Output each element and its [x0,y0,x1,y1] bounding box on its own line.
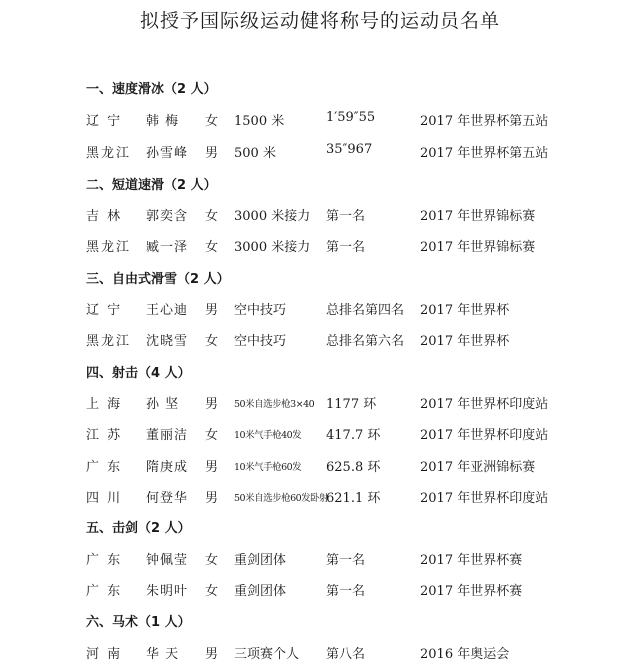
sex-cell: 男 [205,647,219,662]
section-heading: 四、射击（4 人） [86,366,191,381]
province-cell: 辽 宁 [86,303,123,318]
event-cell: 三项赛个人 [234,647,300,662]
result-cell: 第一名 [326,553,366,568]
province-cell: 江 苏 [86,428,123,443]
result-cell: 总排名第四名 [326,303,405,318]
province-cell: 黑龙江 [86,334,132,349]
athlete-name-cell: 孙雪峰 [146,146,189,161]
athlete-name-cell: 韩 梅 [146,114,180,129]
result-cell: 第一名 [326,240,366,255]
result-cell: 35″967 [326,142,373,157]
section-heading: 三、自由式滑雪（2 人） [86,272,230,287]
province-cell: 四 川 [86,491,123,506]
province-cell: 辽 宁 [86,114,123,129]
event-cell: 空中技巧 [234,303,287,318]
competition-cell: 2017 年世界锦标赛 [420,209,536,224]
competition-cell: 2017 年世界杯印度站 [420,397,549,412]
section-heading: 二、短道速滑（2 人） [86,178,217,193]
province-cell: 河 南 [86,647,123,662]
province-cell: 吉 林 [86,209,123,224]
event-cell: 3000 米接力 [234,209,311,224]
sex-cell: 女 [205,209,219,224]
province-cell: 广 东 [86,584,123,599]
result-cell: 第八名 [326,647,366,662]
athlete-row [0,456,640,476]
competition-cell: 2017 年世界杯 [420,303,510,318]
section-heading: 五、击剑（2 人） [86,521,191,536]
sex-cell: 女 [205,428,219,443]
athlete-name-cell: 孙 坚 [146,397,180,412]
sex-cell: 女 [205,584,219,599]
sex-cell: 男 [205,397,219,412]
competition-cell: 2017 年亚洲锦标赛 [420,460,536,475]
sex-cell: 男 [205,460,219,475]
competition-cell: 2017 年世界锦标赛 [420,240,536,255]
competition-cell: 2017 年世界杯第五站 [420,114,549,129]
athlete-row [0,643,640,663]
section-heading: 一、速度滑冰（2 人） [86,82,217,97]
result-cell: 总排名第六名 [326,334,405,349]
event-cell: 10米气手枪60发 [234,462,302,473]
athlete-row [0,580,640,600]
section-heading: 六、马术（1 人） [86,615,191,630]
athlete-row [0,299,640,319]
athlete-name-cell: 隋庚成 [146,460,189,475]
athlete-row [0,110,640,130]
event-cell: 3000 米接力 [234,240,311,255]
competition-cell: 2017 年世界杯印度站 [420,428,549,443]
sex-cell: 女 [205,553,219,568]
event-cell: 50米自选步枪3×40 [234,399,315,410]
result-cell: 625.8 环 [326,460,381,475]
sex-cell: 女 [205,240,219,255]
athlete-row [0,549,640,569]
event-cell: 500 米 [234,146,276,161]
sex-cell: 女 [205,114,219,129]
athlete-name-cell: 华 天 [146,647,180,662]
province-cell: 广 东 [86,553,123,568]
sex-cell: 女 [205,334,219,349]
athlete-row [0,142,640,162]
result-cell: 第一名 [326,584,366,599]
province-cell: 黑龙江 [86,146,132,161]
athlete-name-cell: 何登华 [146,491,189,506]
athlete-name-cell: 钟佩莹 [146,553,189,568]
athlete-name-cell: 朱明叶 [146,584,189,599]
province-cell: 黑龙江 [86,240,132,255]
event-cell: 50米自选步枪60发卧射 [234,493,329,504]
result-cell: 第一名 [326,209,366,224]
competition-cell: 2017 年世界杯赛 [420,553,523,568]
athlete-row [0,424,640,444]
document-title: 拟授予国际级运动健将称号的运动员名单 [139,10,500,32]
result-cell: 417.7 环 [326,428,381,443]
sex-cell: 男 [205,491,219,506]
event-cell: 10米气手枪40发 [234,430,302,441]
athlete-row [0,205,640,225]
event-cell: 重剑团体 [234,584,287,599]
sex-cell: 男 [205,303,219,318]
competition-cell: 2017 年世界杯印度站 [420,491,549,506]
athlete-name-cell: 王心迪 [146,303,189,318]
sex-cell: 男 [205,146,219,161]
province-cell: 广 东 [86,460,123,475]
province-cell: 上 海 [86,397,123,412]
competition-cell: 2017 年世界杯赛 [420,584,523,599]
event-cell: 重剑团体 [234,553,287,568]
athlete-row [0,393,640,413]
result-cell: 621.1 环 [326,491,381,506]
competition-cell: 2017 年世界杯 [420,334,510,349]
event-cell: 1500 米 [234,114,285,129]
athlete-name-cell: 臧一泽 [146,240,189,255]
result-cell: 1′59″55 [326,110,376,125]
athlete-row [0,236,640,256]
athlete-name-cell: 郭奕含 [146,209,189,224]
athlete-row [0,487,640,507]
competition-cell: 2017 年世界杯第五站 [420,146,549,161]
athlete-name-cell: 董丽洁 [146,428,189,443]
athlete-name-cell: 沈晓雪 [146,334,189,349]
competition-cell: 2016 年奥运会 [420,647,510,662]
event-cell: 空中技巧 [234,334,287,349]
athlete-row [0,330,640,350]
result-cell: 1177 环 [326,397,377,412]
